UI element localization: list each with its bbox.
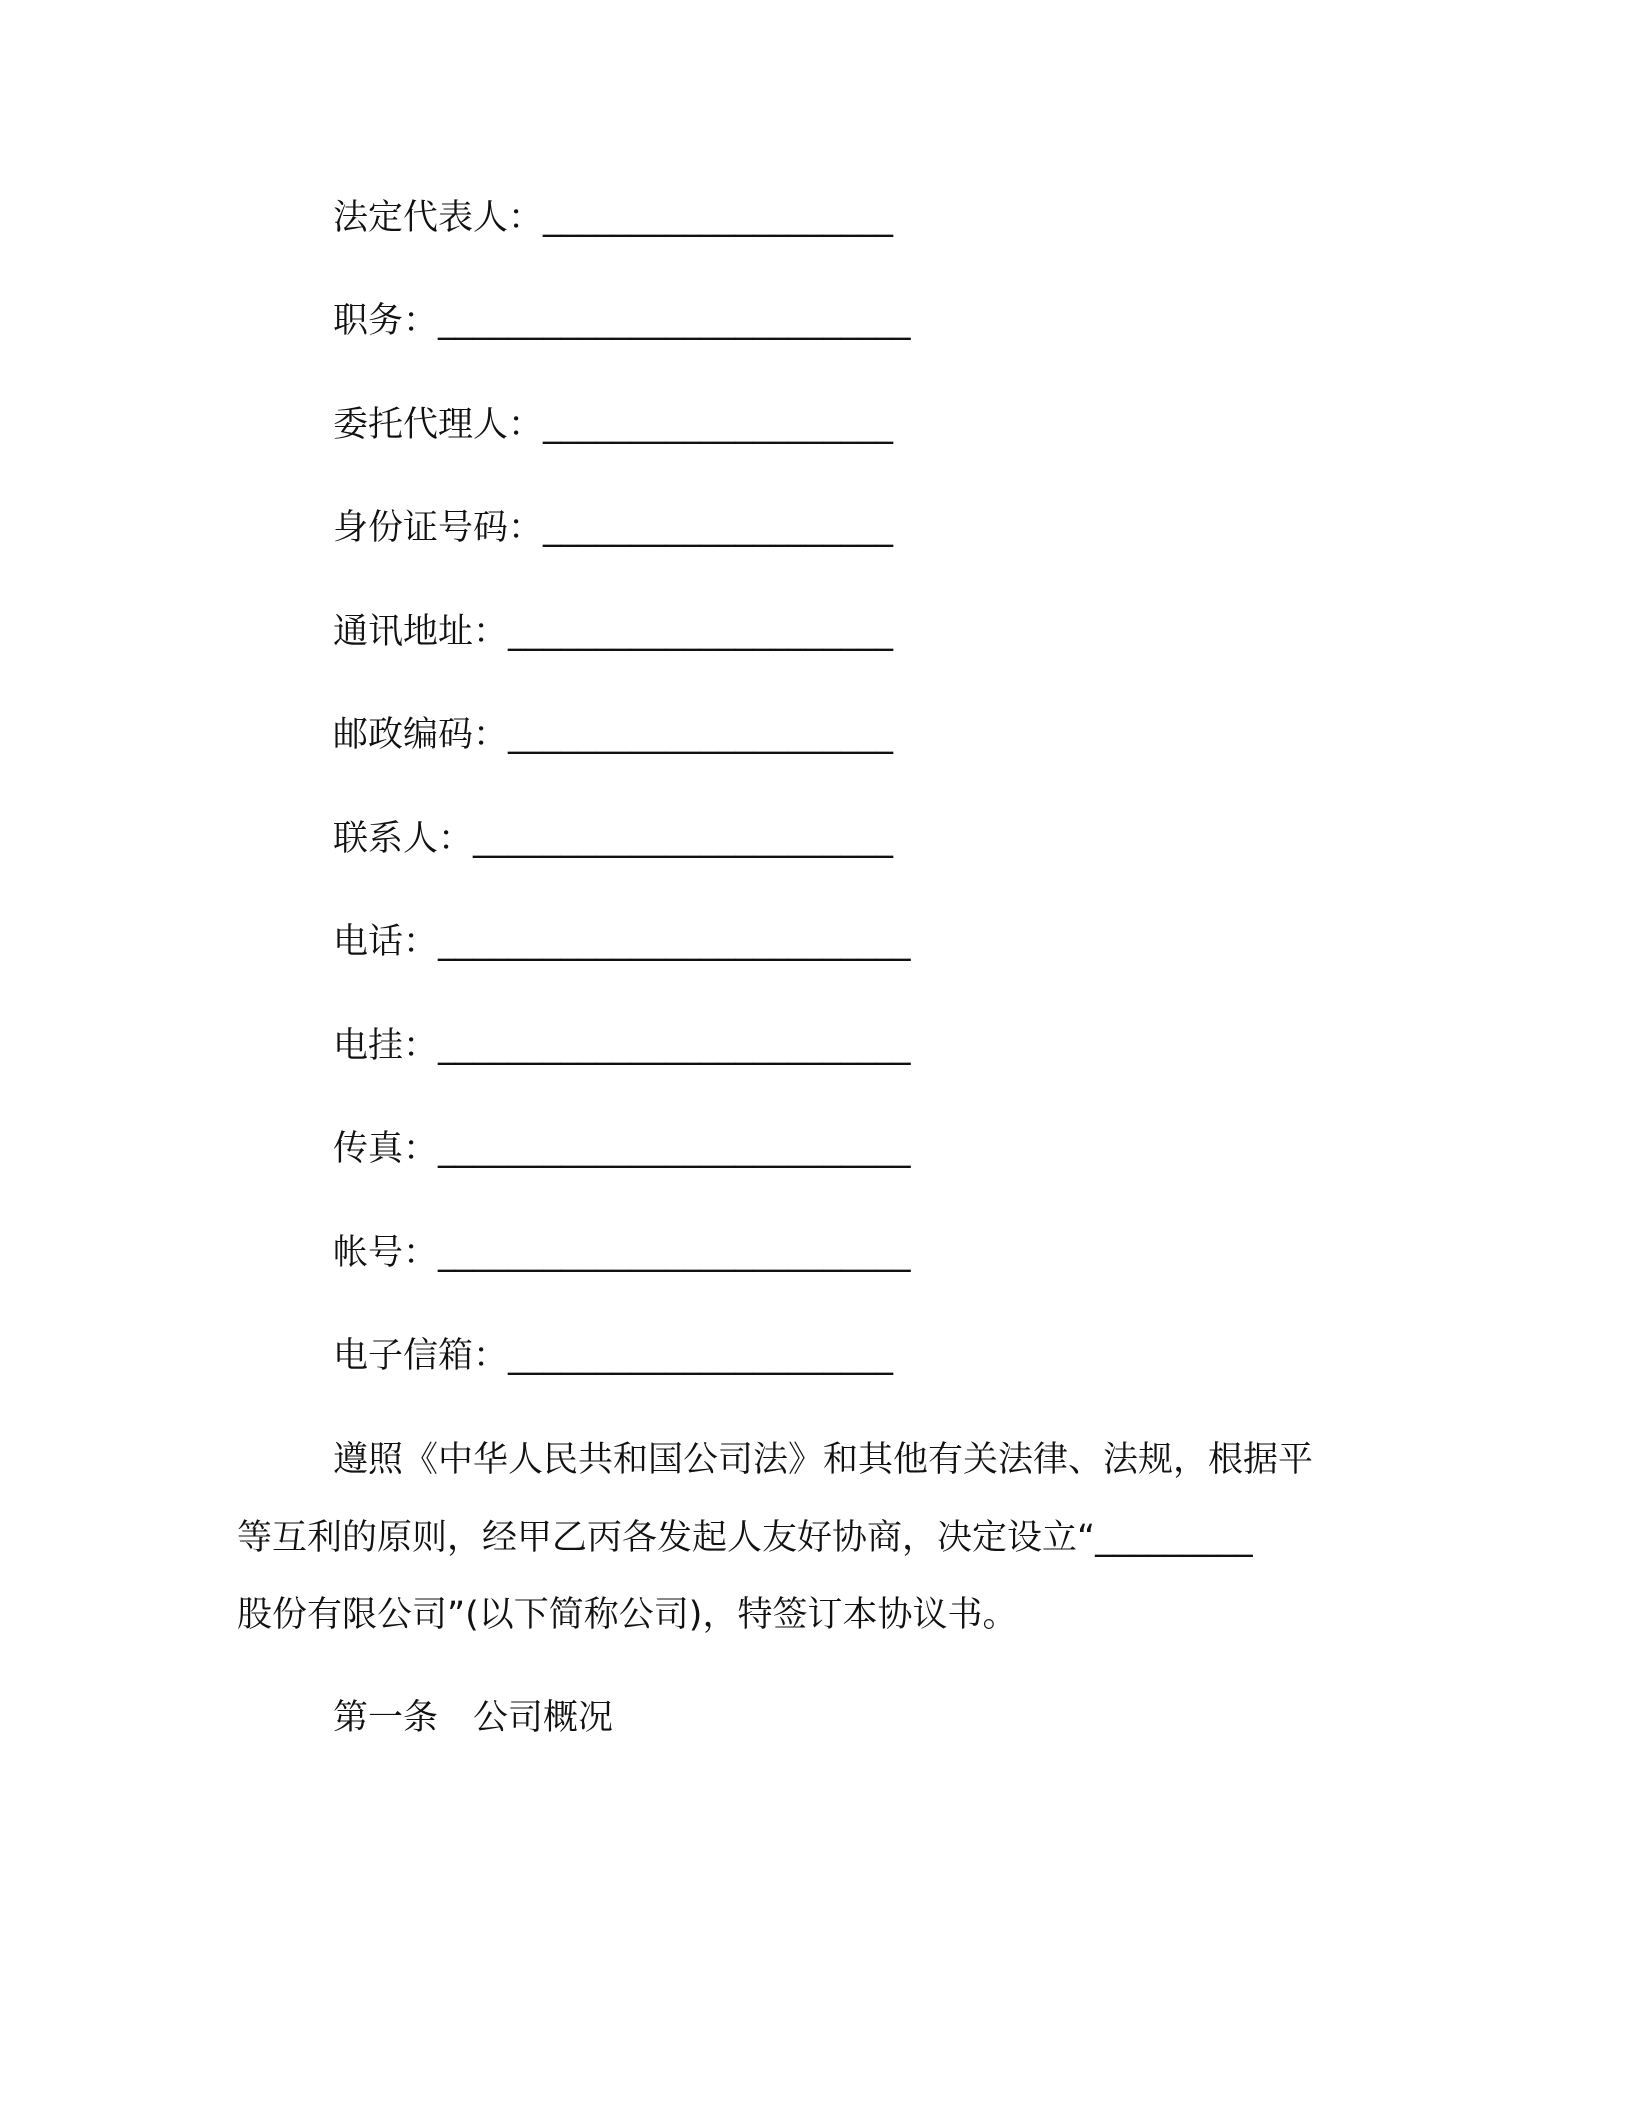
paragraph-line-2: 等互利的原则，经甲乙丙各发起人友好协商，决定设立“_________ <box>237 1518 1253 1558</box>
field-fax: 传真：___________________________ <box>333 1129 911 1169</box>
field-postal-code: 邮政编码：______________________ <box>333 715 894 755</box>
field-position: 职务：___________________________ <box>333 301 911 341</box>
section-heading: 第一条 公司概况 <box>333 1698 614 1738</box>
field-legal-representative: 法定代表人：____________________ <box>333 198 894 238</box>
field-email: 电子信箱：______________________ <box>333 1336 894 1376</box>
paragraph-line-3: 股份有限公司”(以下简称公司)，特签订本协议书。 <box>237 1595 1018 1635</box>
field-telephone: 电话：___________________________ <box>333 922 911 962</box>
field-account-number: 帐号：___________________________ <box>333 1233 911 1273</box>
field-contact-person: 联系人：________________________ <box>333 819 894 859</box>
paragraph-line-1: 遵照《中华人民共和国公司法》和其他有关法律、法规，根据平 <box>333 1440 1314 1480</box>
field-cable: 电挂：___________________________ <box>333 1026 911 1066</box>
field-authorized-agent: 委托代理人：____________________ <box>333 405 894 445</box>
field-id-number: 身份证号码：____________________ <box>333 508 894 548</box>
field-mailing-address: 通讯地址：______________________ <box>333 612 894 652</box>
